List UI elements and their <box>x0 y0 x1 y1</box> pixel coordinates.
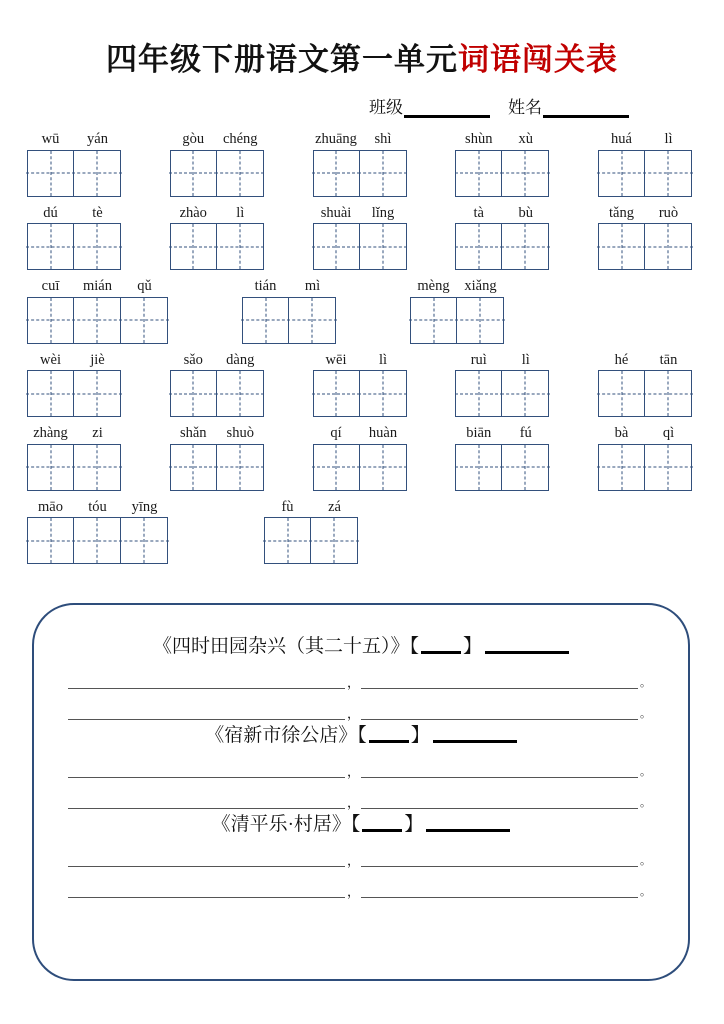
word-group <box>170 353 264 418</box>
tianzige-cell-strip <box>242 297 336 344</box>
pinyin-syllable: mèng <box>417 278 450 294</box>
poem-half-line <box>361 764 654 778</box>
tianzige-cell[interactable] <box>121 297 168 344</box>
pinyin-syllable: zhào <box>179 204 207 221</box>
pinyin-syllable: sǎo <box>183 351 203 368</box>
tianzige-cell-strip <box>313 444 407 491</box>
tianzige-cell[interactable] <box>502 370 549 417</box>
word-group <box>264 500 358 565</box>
writing-rule[interactable] <box>68 853 345 867</box>
poem-answer-line <box>68 853 654 867</box>
pinyin-line <box>27 500 168 515</box>
writing-rule[interactable] <box>68 764 345 778</box>
writing-rule[interactable] <box>68 795 345 809</box>
poem-answer-line <box>68 884 654 898</box>
comma-mark: ， <box>347 675 361 690</box>
period-mark: 。 <box>640 886 651 898</box>
period-mark: 。 <box>640 708 651 720</box>
word-row <box>27 500 710 565</box>
poem-title-row <box>68 809 654 836</box>
writing-rule[interactable] <box>68 884 345 898</box>
word-group <box>598 206 692 271</box>
pinyin-syllable: qì <box>662 425 675 441</box>
poem-half-line <box>68 884 361 898</box>
pinyin-line <box>455 132 549 147</box>
name-field[interactable] <box>508 93 629 118</box>
word-group <box>455 426 549 491</box>
tianzige-cell[interactable] <box>74 297 121 344</box>
poem-title-text: 《四时田园杂兴（其二十五）》 <box>152 636 410 657</box>
name-blank[interactable] <box>543 100 629 118</box>
pinyin-syllable: chéng <box>222 131 258 147</box>
word-row <box>27 426 710 491</box>
pinyin-syllable: biān <box>466 425 492 441</box>
comma-mark: ， <box>347 706 361 721</box>
pinyin-syllable: bà <box>614 425 629 441</box>
poem-title-text: 《宿新市徐公店》 <box>205 725 358 746</box>
class-field[interactable] <box>369 93 490 118</box>
word-group <box>410 279 504 344</box>
tianzige-cell-strip <box>455 444 549 491</box>
word-row <box>27 353 710 418</box>
page-title-red: 词语闯关表 <box>458 42 618 77</box>
writing-rule[interactable] <box>361 706 638 720</box>
pinyin-line <box>455 206 549 221</box>
pinyin-syllable: lì <box>521 351 530 368</box>
tianzige-cell[interactable] <box>311 517 358 564</box>
tianzige-cell[interactable] <box>455 150 502 197</box>
tianzige-cell-strip <box>27 297 168 344</box>
pinyin-line <box>170 206 264 221</box>
writing-rule[interactable] <box>361 795 638 809</box>
tianzige-cell[interactable] <box>170 223 217 270</box>
tianzige-cell[interactable] <box>360 444 407 491</box>
pinyin-line <box>410 279 504 294</box>
writing-rule[interactable] <box>361 884 638 898</box>
poem-half-line <box>361 706 654 720</box>
pinyin-syllable: zhuāng <box>315 131 357 147</box>
pinyin-syllable: wēi <box>325 351 347 368</box>
comma-mark: ， <box>347 884 361 899</box>
word-group <box>27 206 121 271</box>
word-group <box>170 426 264 491</box>
tianzige-cell-strip <box>313 150 407 197</box>
pinyin-syllable: fú <box>519 425 532 441</box>
page-title-black: 四年级下册语文第一单元 <box>106 42 458 77</box>
tianzige-cell[interactable] <box>74 150 121 197</box>
pinyin-syllable: qǔ <box>137 278 152 294</box>
pinyin-line <box>455 426 549 441</box>
pinyin-syllable: mì <box>304 278 321 294</box>
tianzige-cell[interactable] <box>598 223 645 270</box>
pinyin-syllable: ruò <box>658 204 679 221</box>
poem-half-line <box>68 675 361 689</box>
tianzige-cell[interactable] <box>360 150 407 197</box>
pinyin-line <box>313 353 407 368</box>
pinyin-line <box>455 353 549 368</box>
tianzige-cell[interactable] <box>242 297 289 344</box>
tianzige-cell[interactable] <box>74 370 121 417</box>
comma-mark: ， <box>347 795 361 810</box>
pinyin-syllable: yīng <box>131 498 158 515</box>
tianzige-cell[interactable] <box>74 223 121 270</box>
tianzige-cell-strip <box>170 370 264 417</box>
poem-half-line <box>361 884 654 898</box>
pinyin-syllable: mián <box>83 278 112 294</box>
tianzige-cell[interactable] <box>410 297 457 344</box>
word-group <box>455 206 549 271</box>
tianzige-cell[interactable] <box>27 517 74 564</box>
word-group <box>27 353 121 418</box>
pinyin-syllable: hé <box>614 351 629 368</box>
period-mark: 。 <box>640 766 651 778</box>
tianzige-cell[interactable] <box>455 223 502 270</box>
tianzige-cell[interactable] <box>74 517 121 564</box>
poem-half-line <box>68 706 361 720</box>
tianzige-cell[interactable] <box>313 370 360 417</box>
pinyin-syllable: gòu <box>182 131 205 147</box>
bracket-open: 【 <box>409 636 419 657</box>
word-group <box>313 132 407 197</box>
pinyin-syllable: dú <box>43 204 58 221</box>
tianzige-cell[interactable] <box>645 150 692 197</box>
bracket-close: 】 <box>404 814 424 835</box>
poem-answer-line <box>68 675 654 689</box>
pinyin-syllable: tián <box>254 278 277 294</box>
pinyin-line <box>27 353 121 368</box>
pinyin-syllable: shuò <box>226 425 254 441</box>
tianzige-cell[interactable] <box>170 370 217 417</box>
poem-title-text: 《清平乐·村居》 <box>211 814 351 835</box>
word-group <box>27 500 168 565</box>
pinyin-line <box>170 353 264 368</box>
tianzige-cell[interactable] <box>217 150 264 197</box>
tianzige-cell[interactable] <box>598 370 645 417</box>
tianzige-cell[interactable] <box>27 223 74 270</box>
poem-block <box>34 605 688 720</box>
poem-half-line <box>361 853 654 867</box>
writing-rule[interactable] <box>361 764 638 778</box>
poem-answer-line <box>68 795 654 809</box>
pinyin-line <box>313 132 407 147</box>
pinyin-line <box>242 279 336 294</box>
poem-block <box>34 720 688 809</box>
bracket-open: 【 <box>350 814 361 835</box>
tianzige-cell[interactable] <box>74 444 121 491</box>
poem-half-line <box>68 764 361 778</box>
class-label: 班级 <box>369 98 403 117</box>
bracket-close: 】 <box>463 636 483 657</box>
poem-title-row <box>68 720 654 747</box>
page-title <box>0 0 724 79</box>
word-group <box>27 426 121 491</box>
comma-mark: ， <box>347 853 361 868</box>
dynasty-blank[interactable] <box>369 727 409 743</box>
poem-block <box>34 809 688 898</box>
pinyin-line <box>170 426 264 441</box>
tianzige-cell[interactable] <box>502 444 549 491</box>
tianzige-cell[interactable] <box>502 223 549 270</box>
tianzige-cell[interactable] <box>598 150 645 197</box>
tianzige-cell-strip <box>455 370 549 417</box>
poem-half-line <box>68 795 361 809</box>
pinyin-line <box>598 353 692 368</box>
tianzige-cell-strip <box>27 150 121 197</box>
tianzige-cell[interactable] <box>264 517 311 564</box>
word-group <box>27 132 121 197</box>
pinyin-syllable: shùn <box>465 131 493 147</box>
tianzige-cell-strip <box>27 370 121 417</box>
pinyin-syllable: zhàng <box>33 425 68 441</box>
word-group <box>598 353 692 418</box>
pinyin-line <box>313 206 407 221</box>
pinyin-syllable: tǎng <box>609 204 634 221</box>
author-blank[interactable] <box>485 638 569 654</box>
poem-answer-line <box>68 764 654 778</box>
tianzige-cell-strip <box>598 370 692 417</box>
period-mark: 。 <box>640 677 651 689</box>
pinyin-syllable: shǎn <box>179 425 207 441</box>
tianzige-cell[interactable] <box>645 444 692 491</box>
pinyin-syllable: lì <box>378 351 388 368</box>
tianzige-cell[interactable] <box>217 370 264 417</box>
period-mark: 。 <box>640 797 651 809</box>
pinyin-syllable: fù <box>281 498 294 515</box>
pinyin-syllable: lì <box>236 204 245 221</box>
writing-rule[interactable] <box>361 675 638 689</box>
pinyin-syllable: qí <box>330 425 342 441</box>
pinyin-syllable: jiè <box>90 351 105 368</box>
poem-half-line <box>361 675 654 689</box>
tianzige-cell[interactable] <box>289 297 336 344</box>
pinyin-syllable: māo <box>38 498 63 515</box>
poem-half-line <box>361 795 654 809</box>
tianzige-cell[interactable] <box>313 223 360 270</box>
pinyin-syllable: xù <box>518 131 533 147</box>
period-mark: 。 <box>640 855 651 867</box>
pinyin-line <box>313 426 407 441</box>
pinyin-line <box>170 132 264 147</box>
pinyin-syllable: cuī <box>41 278 60 294</box>
pinyin-syllable: zá <box>328 498 341 515</box>
tianzige-cell[interactable] <box>121 517 168 564</box>
pinyin-syllable: lì <box>664 131 673 147</box>
pinyin-syllable: huàn <box>368 425 398 441</box>
word-group <box>313 353 407 418</box>
tianzige-cell[interactable] <box>313 150 360 197</box>
pinyin-syllable: xiǎng <box>464 278 497 294</box>
tianzige-cell-strip <box>455 223 549 270</box>
tianzige-cell-strip <box>170 150 264 197</box>
tianzige-cell[interactable] <box>217 223 264 270</box>
tianzige-cell[interactable] <box>455 370 502 417</box>
word-group <box>170 206 264 271</box>
word-group <box>455 353 549 418</box>
bracket-close: 】 <box>410 725 430 746</box>
tianzige-cell-strip <box>410 297 504 344</box>
pinyin-syllable: shì <box>374 131 392 147</box>
pinyin-syllable: wū <box>41 131 60 147</box>
pinyin-syllable: lǐng <box>371 204 395 221</box>
pinyin-line <box>27 206 121 221</box>
pinyin-syllable: huá <box>611 131 632 147</box>
pinyin-line <box>27 279 168 294</box>
student-id-row <box>0 93 724 118</box>
word-group <box>170 132 264 197</box>
tianzige-cell-strip <box>455 150 549 197</box>
word-group <box>455 132 549 197</box>
tianzige-cell[interactable] <box>455 444 502 491</box>
word-group <box>313 206 407 271</box>
word-group <box>598 426 692 491</box>
word-row <box>27 279 710 344</box>
tianzige-cell[interactable] <box>598 444 645 491</box>
pinyin-syllable: zi <box>92 425 103 441</box>
poem-half-line <box>68 853 361 867</box>
tianzige-cell[interactable] <box>27 150 74 197</box>
word-group <box>313 426 407 491</box>
dynasty-blank[interactable] <box>362 816 402 832</box>
dynasty-blank[interactable] <box>421 638 461 654</box>
tianzige-cell[interactable] <box>360 223 407 270</box>
pinyin-syllable: wèi <box>40 351 61 368</box>
writing-rule[interactable] <box>68 706 345 720</box>
pinyin-syllable: ruì <box>470 351 487 368</box>
pinyin-syllable: shuài <box>320 204 352 221</box>
tianzige-cell-strip <box>598 444 692 491</box>
pinyin-syllable: bù <box>518 204 533 221</box>
tianzige-cell[interactable] <box>217 444 264 491</box>
tianzige-cell[interactable] <box>27 444 74 491</box>
name-label: 姓名 <box>508 98 542 117</box>
tianzige-cell-strip <box>313 223 407 270</box>
writing-rule[interactable] <box>68 675 345 689</box>
poem-recitation-box <box>32 603 690 981</box>
tianzige-cell-strip <box>598 223 692 270</box>
tianzige-cell[interactable] <box>502 150 549 197</box>
poem-answer-line <box>68 706 654 720</box>
pinyin-line <box>598 132 692 147</box>
pinyin-line <box>598 426 692 441</box>
tianzige-cell[interactable] <box>27 370 74 417</box>
pinyin-syllable: tè <box>92 204 103 221</box>
pinyin-line <box>598 206 692 221</box>
poem-title-row <box>68 631 654 658</box>
author-blank[interactable] <box>433 727 517 743</box>
tianzige-cell[interactable] <box>170 444 217 491</box>
tianzige-cell-strip <box>170 444 264 491</box>
tianzige-cell-strip <box>264 517 358 564</box>
tianzige-cell[interactable] <box>27 297 74 344</box>
word-group <box>27 279 168 344</box>
writing-rule[interactable] <box>361 853 638 867</box>
tianzige-cell-strip <box>170 223 264 270</box>
pinyin-syllable: tān <box>659 351 678 368</box>
pinyin-syllable: tóu <box>88 498 107 515</box>
comma-mark: ， <box>347 764 361 779</box>
tianzige-cell[interactable] <box>457 297 504 344</box>
tianzige-cell-strip <box>27 223 121 270</box>
tianzige-cell[interactable] <box>645 370 692 417</box>
tianzige-cell-strip <box>313 370 407 417</box>
author-blank[interactable] <box>426 816 510 832</box>
pinyin-syllable: dàng <box>226 351 255 368</box>
word-row <box>27 206 710 271</box>
pinyin-line <box>27 426 121 441</box>
tianzige-cell[interactable] <box>313 444 360 491</box>
pinyin-line <box>264 500 358 515</box>
tianzige-cell[interactable] <box>645 223 692 270</box>
pinyin-syllable: yán <box>87 131 108 147</box>
tianzige-cell-strip <box>598 150 692 197</box>
pinyin-syllable: tà <box>473 204 484 221</box>
pinyin-grid-section <box>0 132 724 564</box>
pinyin-line <box>27 132 121 147</box>
bracket-open: 【 <box>357 725 367 746</box>
word-group <box>242 279 336 344</box>
tianzige-cell-strip <box>27 517 168 564</box>
class-blank[interactable] <box>404 100 490 118</box>
tianzige-cell[interactable] <box>360 370 407 417</box>
tianzige-cell-strip <box>27 444 121 491</box>
word-row <box>27 132 710 197</box>
tianzige-cell[interactable] <box>170 150 217 197</box>
word-group <box>598 132 692 197</box>
